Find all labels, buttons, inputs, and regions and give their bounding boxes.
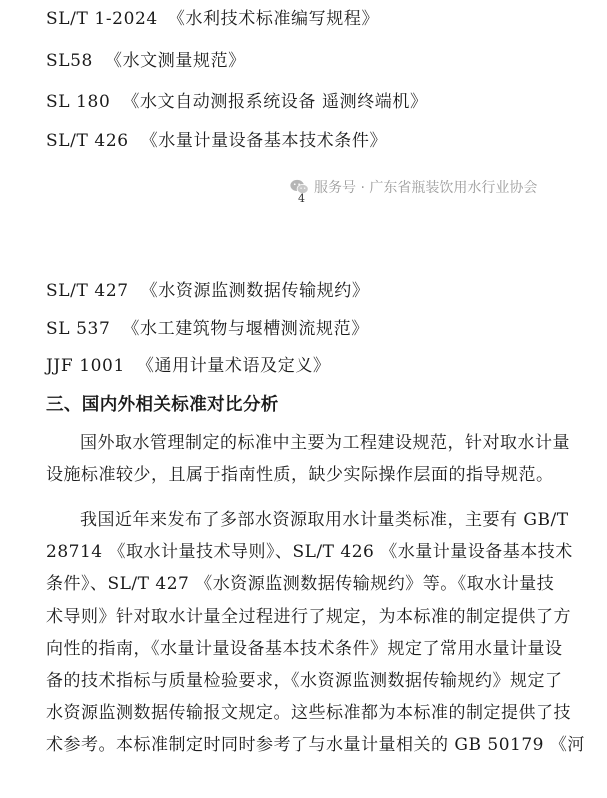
reference-code: SL 537 xyxy=(46,319,111,339)
reference-code: SL/T 1-2024 xyxy=(46,9,158,29)
reference-item xyxy=(46,355,331,377)
paragraph-line: 向性的指南，《水量计量设备基本技术条件》规定了常用水量计量设 xyxy=(46,638,563,659)
reference-item xyxy=(46,280,369,302)
reference-title: 《水量计量设备基本技术条件》 xyxy=(140,131,388,151)
watermark-text: 服务号 · 广东省瓶装饮用水行业协会 xyxy=(314,180,538,196)
paragraph-line: 条件》、SL/T 427 《水资源监测数据传输规约》等。《取水计量技 xyxy=(46,574,555,595)
reference-title: 《水文自动测报系统设备 遥测终端机》 xyxy=(122,92,428,112)
paragraph-line: 设施标准较少，且属于指南性质，缺少实际操作层面的指导规范。 xyxy=(46,465,554,486)
reference-code: SL58 xyxy=(46,51,93,71)
reference-title: 《水工建筑物与堰槽测流规范》 xyxy=(122,319,369,339)
reference-item xyxy=(46,8,379,30)
paragraph-line: 术参考。本标准制定时同时参考了与水量计量相关的 GB 50179 《河 xyxy=(46,735,585,756)
paragraph-foreign-standards xyxy=(46,427,592,491)
reference-item xyxy=(46,318,369,340)
reference-code: SL 180 xyxy=(46,92,111,112)
paragraph-line: 国外取水管理制定的标准中主要为工程建设规范，针对取水计量 xyxy=(80,433,570,453)
paragraph-line: 28714 《取水计量技术导则》、SL/T 426 《水量计量设备基本技术 xyxy=(46,542,573,563)
reference-item xyxy=(46,50,246,72)
paragraph-line: 水资源监测数据传输报文规定。这些标准都为本标准的制定提供了技 xyxy=(46,703,571,724)
paragraph-domestic-standards xyxy=(46,504,592,762)
reference-item xyxy=(46,130,387,152)
reference-title: 《水利技术标准编写规程》 xyxy=(167,9,380,29)
reference-code: JJF 1001 xyxy=(46,356,125,376)
paragraph-line: 备的技术指标与质量检验要求，《水资源监测数据传输规约》规定了 xyxy=(46,671,563,692)
reference-item xyxy=(46,91,428,113)
paragraph-line: 术导则》针对取水计量全过程进行了规定，为本标准的制定提供了方 xyxy=(46,606,571,627)
reference-code: SL/T 427 xyxy=(46,281,129,301)
section-heading: 三、国内外相关标准对比分析 xyxy=(46,395,279,415)
paragraph-line: 我国近年来发布了多部水资源取用水计量类标准，主要有 GB/T xyxy=(80,510,569,530)
watermark xyxy=(290,177,537,197)
reference-code: SL/T 426 xyxy=(46,131,129,151)
reference-title: 《通用计量术语及定义》 xyxy=(136,356,331,376)
reference-title: 《水文测量规范》 xyxy=(104,51,246,71)
reference-title: 《水资源监测数据传输规约》 xyxy=(140,281,370,301)
page-number: 4 xyxy=(298,192,305,205)
